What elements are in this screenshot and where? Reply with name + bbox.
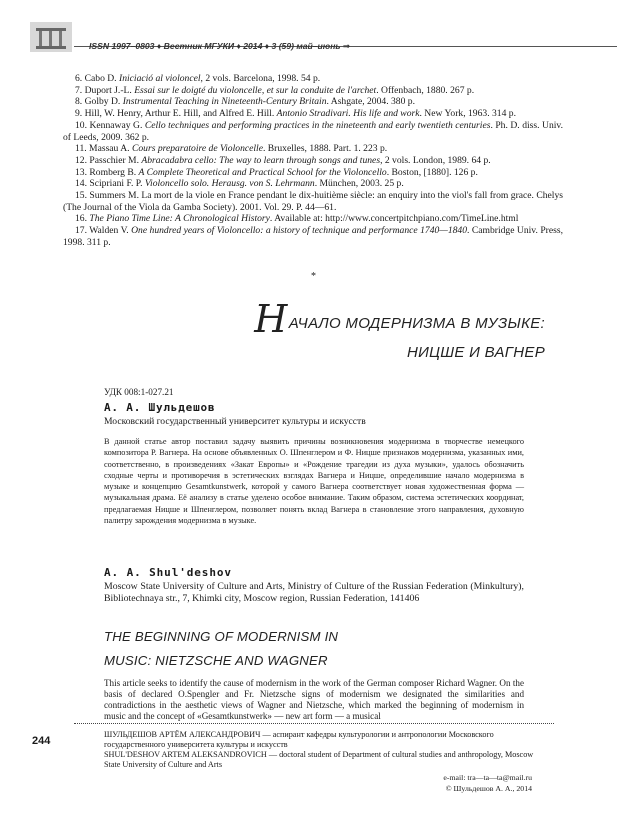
reference-item: 6. Cabo D. Iniciació al violoncel, 2 vols. Barcelona, 1998. 54 p. (75, 73, 321, 84)
author-name-en: A. A. Shul'deshov (104, 566, 232, 579)
reference-item: 8. Golby D. Instrumental Teaching in Nineteenth-Century Britain. Ashgate, 2004. 380 p. (75, 96, 415, 108)
section-separator: * (311, 271, 316, 282)
copyright-text: © Шульдешов А. А., 2014 (445, 784, 532, 793)
affiliation-ru: Московский государственный университет культуры и искусств (104, 416, 366, 427)
affiliation-en: Moscow State University of Culture and Arts, Ministry of Culture of the Russian Federation (Minkulturу), Bibliotechnaya str., 7, Khimki city, Moscow region, Russian Federation, 141406 (104, 581, 524, 604)
reference-item: 14. Scipriani F. P. Violoncello solo. Herausg. von S. Lehrmann. München, 2003. 25 p. (75, 178, 404, 190)
author-name-ru: А. А. Шульдешов (104, 401, 216, 414)
contact-footer (380, 772, 532, 794)
arrow-icon: ⇒ (342, 41, 351, 51)
abstract-en: This article seeks to identify the cause of modernism in the work of the German composer Richard Wagner. On the basis of declared O.Spengler and Fr. Nietzsche signs of modernism we designated the similarities and contradictions in the aesthetic views of Wagner and Nietzsche, which marked the beginning of modernism in music and the concept of «Gesamtkunstwerk» — new art form — a musical (104, 678, 524, 722)
udk-code: УДК 008:1-027.21 (104, 387, 174, 397)
reference-item: 16. The Piano Time Line: A Chronological History. Available at: http://www.concertpitchpiano.com/TimeLine.html (75, 213, 519, 225)
title-initial: Н (254, 297, 288, 341)
page-header (0, 0, 617, 58)
reference-item: 12. Passchier M. Abracadabra cello: The way to learn through songs and tunes, 2 vols. London, 1989. 64 p. (75, 154, 491, 166)
article-title-ru: НАЧАЛО МОДЕРНИЗМА В МУЗЫКЕ: НИЦШЕ И ВАГНЕР (254, 297, 545, 361)
reference-list (63, 73, 563, 249)
page-number: 244 (32, 735, 51, 747)
email-text: e-mail: tra—ta—ta@mail.ru (443, 773, 532, 782)
abstract-ru: В данной статье автор поставил задачу выявить причины возникновения модернизма в творчестве немецкого композитора Р. Вагнера. На основе объявленных О. Шпенглером и Ф. Ницше признаков модернизма, указанных ими, соответственно, в произведениях «Закат Европы» и «Рождение трагедии из духа музыки», удалось обозначить сходные черты и противоречия в эстетических взглядах Вагнера и Ницше, определившие начало модернизма в музыке и концепцию Gesamtkunstwerk, которой у самого Вагнера соответствует новая художественная форма — музыкальная драма. Её анализу в статье уделено особое внимание. Таким образом, система эстетических координат, предлагаемая Ницше и Шпенглером, позволяет понять вклад Вагнера в становление этого направления, духовную палитру зарождения модернизма в музыке. (104, 437, 524, 526)
article-title-en: THE BEGINNING OF MODERNISM IN MUSIC: NIETZSCHE AND WAGNER (104, 629, 339, 668)
reference-item: 9. Hill, W. Henry, Arthur E. Hill, and Alfred E. Hill. Antonio Stradivari. His life and work. New York, 1963. 314 p. (75, 108, 516, 120)
header-journal-info: ISSN 1997–0803 ♦ Вестник МГУКИ ♦ 2014 ♦ 3 (59) май–июнь ⇒ (89, 41, 351, 51)
column-logo-icon (30, 22, 72, 52)
author-info-footer: ШУЛЬДЕШОВ АРТЁМ АЛЕКСАНДРОВИЧ — аспирант кафедры культурологии и антропологии Московского государственного университета культуры и искусств SHUL'DESHOV ARTEM ALEKSANDROVICH — doctoral student of Department of cultural studies and anthropology, Moscow State University of Culture and Arts (104, 730, 534, 769)
reference-item: 15. Summers M. La mort de la viole en France pendant le dix-huitième siècle: an enquiry into the viol's fall from grace. Chelys (The Journal of the Viola da Gamba Society). 2001. Vol. 29. P. 44—61. (63, 190, 563, 213)
reference-item: 13. Romberg B. A Complete Theoretical and Practical School for the Violoncello. Boston, [1880]. 126 p. (75, 166, 478, 178)
reference-item: 17. Walden V. One hundred years of Violoncello: a history of technique and performance 1740—1840. Cambridge Univ. Press, 1998. 311 p. (63, 225, 563, 248)
reference-item: 7. Duport J.-L. Essai sur le doigté du violoncelle, et sur la conduite de l'archet. Offenbach, 1880. 267 p. (75, 84, 475, 96)
footer-divider (74, 723, 554, 724)
reference-item: 10. Kennaway G. Cello techniques and performing practices in the nineteenth and early twentieth centuries. Ph. D. diss. Univ. of Leeds, 2009. 362 p. (63, 119, 563, 143)
reference-item: 11. Massau A. Cours preparatoire de Violoncelle. Bruxelles, 1888. Part. 1. 223 p. (75, 143, 388, 155)
